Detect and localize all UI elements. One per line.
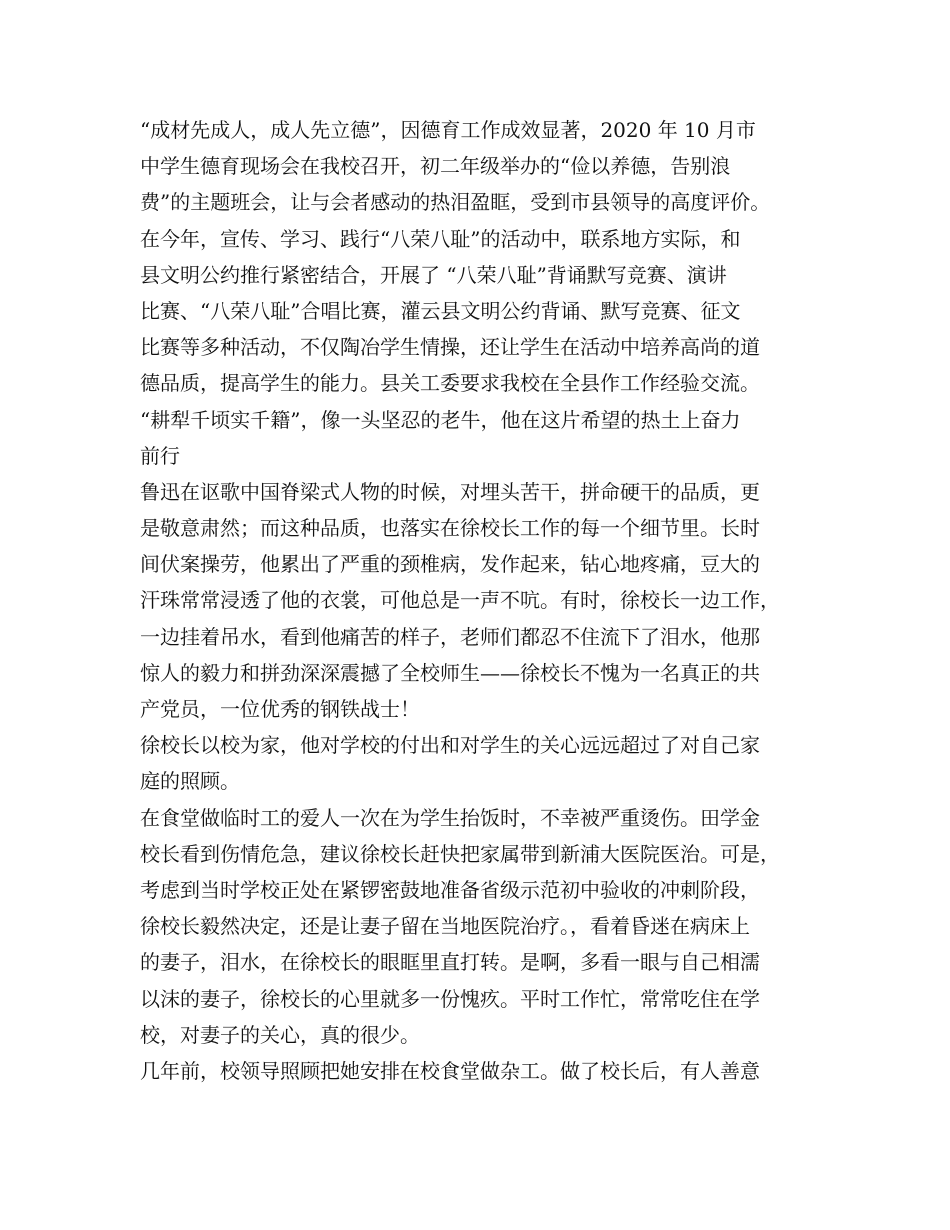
- text-line: 产党员，一位优秀的钢铁战士！: [140, 697, 420, 721]
- document-body: [140, 112, 820, 1089]
- text-line: 费”的主题班会，让与会者感动的热泪盈眶，受到市县领导的高度评价。: [140, 190, 771, 215]
- text-line: 的妻子，泪水，在徐校长的眼眶里直打转。是啊，多看一眼与自己相濡: [140, 950, 760, 975]
- text-line: 在食堂做临时工的爱人一次在为学生抬饭时，不幸被严重烫伤。田学金: [140, 805, 760, 830]
- text-line: 徐校长以校为家，他对学校的付出和对学生的关心远远超过了对自己家: [140, 733, 760, 758]
- text-line: “成材先成人，成人先立德”，因德育工作成效显著，2020 年 10 月市: [140, 118, 756, 142]
- text-line: 惊人的毅力和拼劲深深震撼了全校师生——徐校长不愧为一名真正的共: [140, 660, 760, 685]
- text-line: “耕犁千顷实千籍”，像一头坚忍的老牛，他在这片希望的热土上奋力: [140, 407, 741, 432]
- text-line: 以沫的妻子，徐校长的心里就多一份愧疚。平时工作忙，常常吃住在学: [140, 986, 760, 1011]
- text-line: 比赛等多种活动，不仅陶冶学生情操，还让学生在活动中培养高尚的道: [140, 335, 760, 360]
- text-line: 在今年，宣传、学习、践行“八荣八耻”的活动中，联系地方实际，和: [140, 226, 741, 251]
- text-line: 汗珠常常浸透了他的衣裳，可他总是一声不吭。有时，徐校长一边工作，: [140, 588, 780, 613]
- text-line: 是敬意肃然；而这种品质，也落实在徐校长工作的每一个细节里。长时: [140, 516, 760, 541]
- text-line: 庭的照顾。: [140, 769, 240, 794]
- text-line: 徐校长毅然决定，还是让妻子留在当地医院治疗。，看着昏迷在病床上: [140, 914, 750, 939]
- text-line: 中学生德育现场会在我校召开，初二年级举办的“俭以养德，告别浪: [140, 154, 731, 179]
- text-line: 县文明公约推行紧密结合，开展了 “八荣八耻”背诵默写竞赛、演讲: [140, 262, 727, 287]
- text-line: 德品质，提高学生的能力。县关工委要求我校在全县作工作经验交流。: [140, 371, 760, 396]
- text-line: 校，对妻子的关心，真的很少。: [140, 1022, 420, 1047]
- text-line: 间伏案操劳，他累出了严重的颈椎病，发作起来，钻心地疼痛，豆大的: [140, 552, 760, 577]
- text-line: 考虑到当时学校正处在紧锣密鼓地准备省级示范初中验收的冲刺阶段，: [140, 877, 760, 902]
- text-line: 比赛、“八荣八耻”合唱比赛，灌云县文明公约背诵、默写竞赛、征文: [140, 298, 741, 323]
- text-line: 鲁迅在讴歌中国脊梁式人物的时候，对埋头苦干，拼命硬干的品质，更: [140, 479, 760, 504]
- text-line: 几年前，校领导照顾把她安排在校食堂做杂工。做了校长后，有人善意: [140, 1058, 760, 1083]
- text-line: 校长看到伤情危急，建议徐校长赶快把家属带到新浦大医院医治。可是，: [140, 841, 780, 866]
- text-line: 前行: [140, 443, 180, 468]
- text-line: 一边挂着吊水，看到他痛苦的样子，老师们都忍不住流下了泪水，他那: [140, 624, 760, 649]
